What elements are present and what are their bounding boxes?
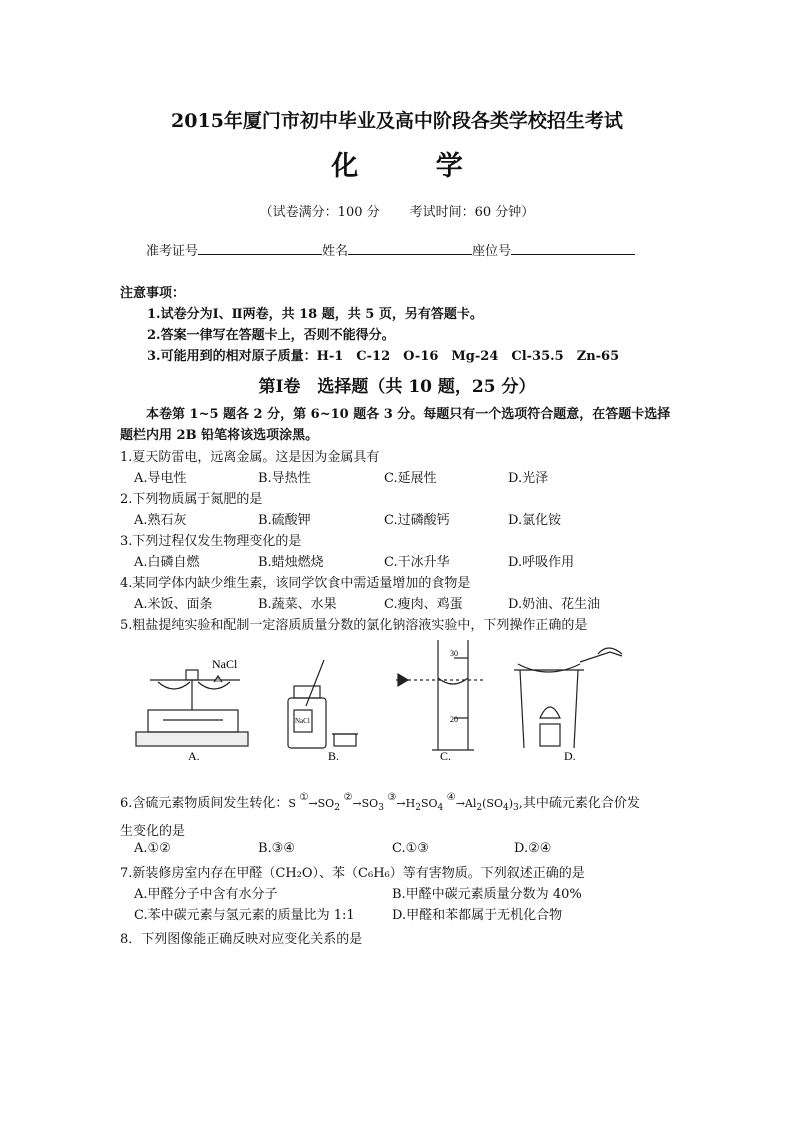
q1-option-a: A.导电性 <box>134 471 187 486</box>
balance-figure <box>136 670 248 746</box>
q4-option-d: D.奶油、花生油 <box>508 597 601 612</box>
q2-option-d: D.氯化铵 <box>508 513 562 528</box>
section-instruction: 本卷第 1~5 题各 2 分，第 6~10 题各 3 分。每题只有一个选项符合题意，在答题卡选择题栏内用 2B 铅笔将该选项涂黑。 <box>120 407 671 443</box>
notice-heading: 注意事项： <box>120 286 186 301</box>
q1-stem: 1.夏天防雷电，远离金属。这是因为金属具有 <box>120 450 380 465</box>
q4-option-a: A.米饭、面条 <box>134 597 213 612</box>
chain-so2: SO <box>317 797 335 810</box>
q7-stem: 7.新装修房室内存在甲醛（CH₂O）、苯（C₆H₆）等有害物质。下列叙述正确的是 <box>120 866 585 881</box>
seat-blank[interactable] <box>511 240 635 255</box>
q6-option-d: D.②④ <box>514 841 552 856</box>
subject-title: 化 学 <box>331 151 497 182</box>
nacl-label: NaCl <box>212 657 238 671</box>
q5-figure-c-label: C. <box>440 749 452 760</box>
q6-option-a: A.①② <box>134 841 171 856</box>
q6-stem <box>120 792 640 813</box>
chain-step-4: ④ <box>446 792 456 803</box>
q3-option-d: D.呼吸作用 <box>508 555 575 570</box>
q7-option-d: D.甲醛和苯都属于无机化合物 <box>392 908 563 923</box>
q6-stem-post: ,其中硫元素化合价发 <box>518 796 640 811</box>
q4-option-c: C.瘦肉、鸡蛋 <box>384 597 463 612</box>
chain-al2so43: Al <box>464 797 477 810</box>
bottle-label: NaCl <box>295 717 310 725</box>
exam-title: 2015年厦门市初中毕业及高中阶段各类学校招生考试 <box>171 110 623 132</box>
q3-option-b: B.蜡烛燃烧 <box>258 555 324 570</box>
q6-chain: S $①\to SO_2$ $②\to SO_3$ $③\to H_2SO_4$ $④\to Al_2(SO_4)_3$ <box>288 792 519 814</box>
exam-no-blank[interactable] <box>198 240 322 255</box>
chain-step-3: ③ <box>387 792 397 803</box>
q2-option-a: A.熟石灰 <box>134 513 187 528</box>
chain-step-1: ① <box>299 792 309 803</box>
q6-option-b: B.③④ <box>258 841 295 856</box>
name-label: 姓名 <box>322 244 349 259</box>
q2-stem: 2.下列物质属于氮肥的是 <box>120 492 263 507</box>
section-title: 第Ⅰ卷 选择题（共 10 题，25 分） <box>258 377 536 397</box>
q4-stem: 4.某同学体内缺少维生素，该同学饮食中需适量增加的食物是 <box>120 576 471 591</box>
q7-option-c: C.苯中碳元素与氢元素的质量比为 1:1 <box>134 908 355 923</box>
q1-option-b: B.导热性 <box>258 471 311 486</box>
notice-item-1: 1.试卷分为Ⅰ、Ⅱ两卷，共 18 题，共 5 页，另有答题卡。 <box>147 307 483 322</box>
evaporation-figure <box>514 648 622 748</box>
q5-figure-b-label: B. <box>328 749 340 760</box>
cylinder-mark-30: 30 <box>450 649 458 658</box>
q2-option-c: C.过磷酸钙 <box>384 513 450 528</box>
candidate-fields <box>146 240 635 259</box>
q7-option-b: B.甲醛中碳元素质量分数为 40% <box>392 887 582 902</box>
q6-option-c: C.①③ <box>392 841 429 856</box>
bottle-figure <box>288 660 358 748</box>
q4-option-b: B.蔬菜、水果 <box>258 597 337 612</box>
q1-option-d: D.光泽 <box>508 471 549 486</box>
seat-label: 座位号 <box>472 244 512 259</box>
q8-stem: 8．下列图像能正确反映对应变化关系的是 <box>120 932 363 947</box>
notice-item-3: 3.可能用到的相对原子质量：H-1 C-12 O-16 Mg-24 Cl-35.5 Zn-65 <box>147 349 620 364</box>
notice-item-2: 2.答案一律写在答题卡上，否则不能得分。 <box>147 328 395 343</box>
q3-stem: 3.下列过程仅发生物理变化的是 <box>120 534 302 549</box>
exam-time: 考试时间：60 分钟） <box>409 205 535 220</box>
chain-so3: SO <box>361 797 379 810</box>
q6-stem-pre: 6.含硫元素物质间发生转化： <box>120 796 289 811</box>
name-blank[interactable] <box>348 240 472 255</box>
q5-figures <box>128 640 664 760</box>
full-score: （试卷满分：100 分 <box>259 205 380 220</box>
q6-stem-line2: 生变化的是 <box>120 824 186 839</box>
exam-no-label: 准考证号 <box>146 244 199 259</box>
exam-meta <box>0 201 794 220</box>
q3-option-a: A.白磷自燃 <box>134 555 200 570</box>
q1-option-c: C.延展性 <box>384 471 437 486</box>
chain-h2so4: H <box>405 797 416 810</box>
q5-figure-d-label: D. <box>564 749 576 760</box>
q5-stem: 5.粗盐提纯实验和配制一定溶质质量分数的氯化钠溶液实验中，下列操作正确的是 <box>120 618 588 633</box>
q7-option-a: A.甲醛分子中含有水分子 <box>134 887 278 902</box>
cylinder-figure <box>396 640 484 750</box>
cylinder-mark-20: 20 <box>450 715 458 724</box>
chain-step-2: ② <box>343 792 353 803</box>
chain-s: S <box>288 797 296 810</box>
q2-option-b: B.硫酸钾 <box>258 513 311 528</box>
q3-option-c: C.干冰升华 <box>384 555 450 570</box>
q5-figure-a-label: A. <box>188 749 200 760</box>
